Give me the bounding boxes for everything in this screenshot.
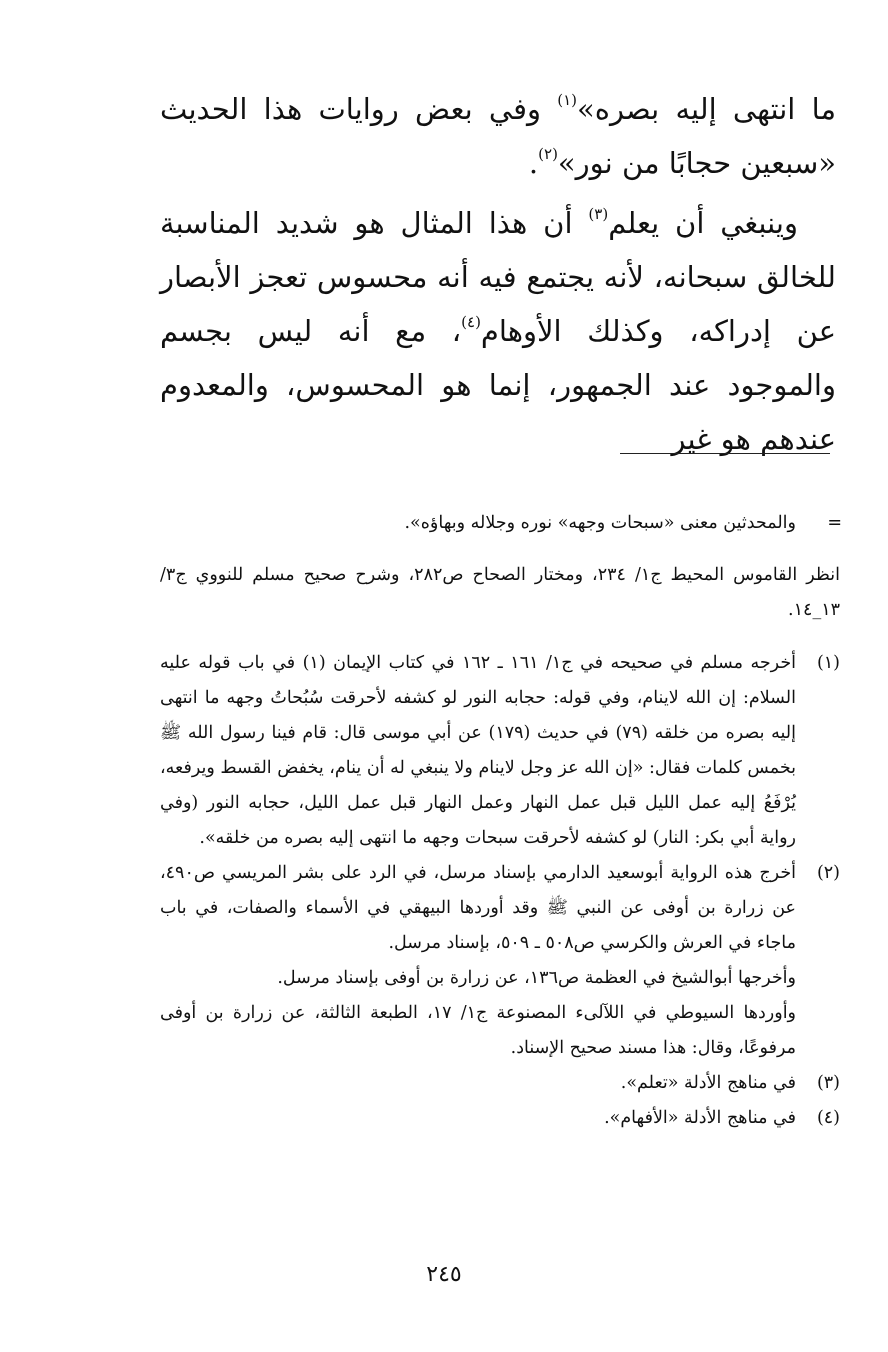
footnote-text: أخرج هذه الرواية أبوسعيد الدارمي بإسناد مرسل، في الرد على بشر المريسي ص٤٩٠، عن زرارة بن أوفى عن النبي ﷺ وقد أوردها البيهقي في الأسماء والصفات، في باب ماجاء في العرش والكرسي ص٥٠٨ ـ ٥٠٩، بإسناد مرسل. <box>160 862 796 953</box>
footnote-text: في مناهج الأدلة «الأفهام». <box>604 1107 796 1128</box>
footnote-3 <box>160 1066 840 1101</box>
footnote-separator <box>620 453 830 454</box>
footnote-text: وأوردها السيوطي في اللآلىء المصنوعة ج١/ ١٧، الطبعة الثالثة، عن زرارة بن أوفى مرفوعًا، وقال: هذا مسند صحيح الإسناد. <box>160 1002 797 1058</box>
paragraph-text: ، مع أنه ليس بجسم والموجود عند الجمهور، إنما هو المحسوس، والمعدوم عندهم هو غير <box>160 314 836 456</box>
footnote-ref-4: (٤) <box>461 313 481 331</box>
paragraph-text: . <box>528 146 539 180</box>
footnote-continuation <box>160 506 840 629</box>
paragraph-text: ما انتهى إليه بصره» <box>577 92 836 126</box>
footnote-4 <box>160 1101 840 1136</box>
footnote-number: (٤) <box>816 1107 840 1128</box>
footnote-1 <box>160 646 840 856</box>
footnote-number: (٢) <box>816 862 840 883</box>
continuation-marker: = <box>827 512 842 533</box>
continuation-line: والمحدثين معنى «سبحات وجهه» نوره وجلاله وبهاؤه». <box>404 512 796 533</box>
paragraph-text: وينبغي أن يعلم <box>608 206 799 240</box>
main-paragraph-2 <box>160 196 836 466</box>
footnote-ref-3: (٣) <box>588 205 609 223</box>
footnote-text: في مناهج الأدلة «تعلم». <box>620 1072 796 1093</box>
footnote-ref-1: (١) <box>557 91 578 109</box>
footnote-ref-2: (٢) <box>538 145 558 163</box>
footnote-number: (٣) <box>816 1072 840 1093</box>
main-text <box>160 82 836 466</box>
paragraph-text: أن هذا المثال هو شديد المناسبة للخالق سبحانه، لأنه يجتمع فيه أنه محسوس تعجز الأبصار عن إدراكه، وكذلك الأوهام <box>160 206 836 348</box>
page-number: ٢٤٥ <box>426 1262 462 1287</box>
footnote-text: أخرجه مسلم في صحيحه في ج١/ ١٦١ ـ ١٦٢ في كتاب الإيمان (١) في باب قوله عليه السلام: إن الله لاينام، وفي قوله: حجابه النور لو كشفه لأحرقت سُبُحاتُ وجهه ما انتهى إليه بصره من خلقه (٧٩) في حديث (١٧٩) عن أبي موسى قال: قام فينا رسول الله ﷺ بخمس كلمات فقال: «إن الله عز وجل لاينام ولا ينبغي له أن ينام، يخفض القسط ويرفعه، يُرْفَعُ إليه عمل الليل قبل عمل النهار وعمل النهار قبل عمل الليل، حجابه النور (وفي رواية أبي بكر: النار) لو كشفه لأحرقت سبحات وجهه ما انتهى إليه بصره من خلقه». <box>160 652 796 848</box>
paragraph-text: وفي بعض روايات هذا الحديث «سبعين حجابًا من نور» <box>160 92 836 180</box>
footnote-2 <box>160 856 840 1066</box>
main-paragraph-1 <box>160 82 836 190</box>
continuation-line: انظر القاموس المحيط ج١/ ٢٣٤، ومختار الصحاح ص٢٨٢، وشرح صحيح مسلم للنووي ج٣/ ١٣_١٤. <box>160 565 840 620</box>
footnote-text: وأخرجها أبوالشيخ في العظمة ص١٣٦، عن زرارة بن أوفى بإسناد مرسل. <box>277 967 796 988</box>
footnote-number: (١) <box>816 652 840 673</box>
footnotes <box>160 488 840 1136</box>
